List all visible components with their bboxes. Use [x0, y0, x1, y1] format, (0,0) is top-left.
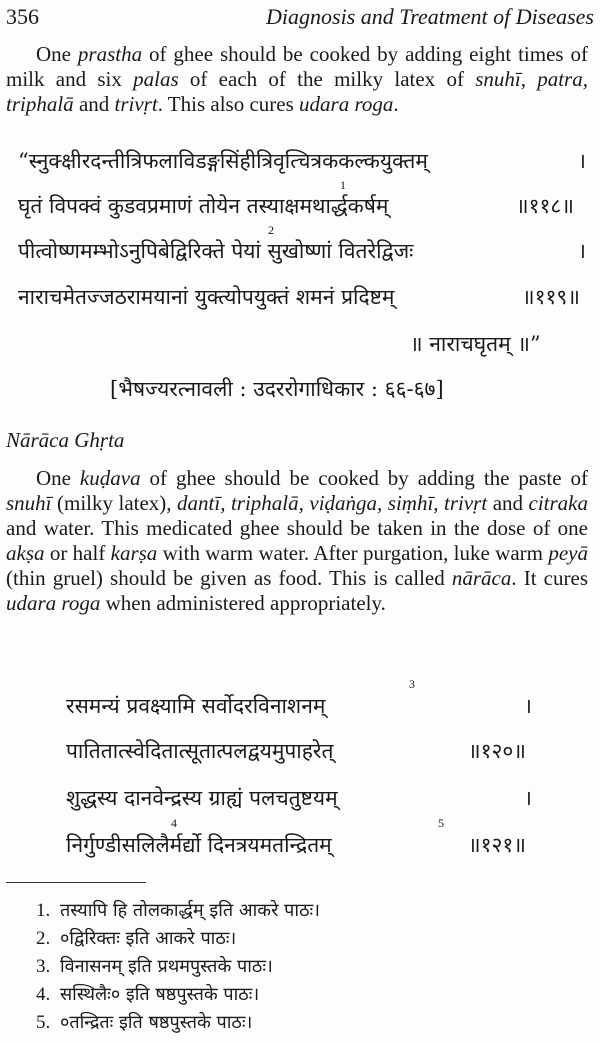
italic-term: dantī, triphalā, viḍaṅga, siṃhī, trivṛt — [177, 491, 488, 515]
footnote-text: ०द्विरिक्तः इति आकरे पाठः। — [60, 928, 237, 949]
footnote-divider — [6, 882, 146, 883]
verse-ending: ॥११८॥ — [516, 194, 574, 218]
italic-term: akṣa — [6, 541, 45, 565]
italic-term: kuḍava — [79, 466, 141, 490]
footnote-mark: 3 — [409, 677, 415, 691]
italic-term: prastha — [77, 42, 143, 66]
footnote-mark: 5 — [438, 816, 444, 830]
verse-line: “स्नुक्क्षीरदन्तीत्रिफलाविडङ्गसिंहीत्रिवृत्चित्रककल्कयुक्तम् — [18, 149, 428, 173]
footnote-mark: 1 — [340, 178, 346, 192]
footnote — [36, 954, 273, 978]
verse-title: ॥ नाराचघृतम् ॥” — [410, 332, 541, 356]
footnote-mark: 4 — [171, 816, 177, 830]
footnote-number: 1. — [36, 900, 51, 921]
footnote-number: 5. — [36, 1012, 51, 1033]
verse-source-citation: [भैषज्यरत्नावली : उदररोगाधिकार : ६६-६७] — [110, 377, 444, 401]
verse-ending: । — [578, 149, 586, 173]
page-header — [6, 4, 594, 28]
italic-term: snuhī, patra, triphalā — [6, 67, 588, 116]
verse-ending: । — [578, 239, 586, 263]
verse-line: घृतं विपक्वं कुडवप्रमाणं तोयेन तस्याक्षमथार्द्धकर्षम् — [18, 194, 389, 218]
italic-term: udara roga — [299, 92, 394, 116]
verse-ending: । — [524, 786, 532, 810]
page-number: 356 — [6, 4, 39, 29]
footnote — [36, 1010, 252, 1034]
section-title: Nārāca Ghṛta — [6, 428, 125, 452]
footnote — [36, 926, 236, 950]
verse-ending: । — [524, 694, 532, 718]
italic-term: palas — [133, 67, 179, 91]
italic-term: udara roga — [6, 591, 101, 615]
footnote-mark: 2 — [268, 223, 274, 237]
footnote-text: विनासनम् इति प्रथमपुस्तके पाठः। — [60, 956, 273, 977]
footnote-text: तस्यापि हि तोलकार्द्धम् इति आकरे पाठः। — [60, 900, 320, 921]
verse-ending: ॥१२१॥ — [468, 833, 526, 857]
paragraph-prastha-ghee: One prastha of ghee should be cooked by adding eight times of milk and six palas of each of the milky latex of snuhī, patra, triphalā and trivṛt. This also cures udara roga. — [6, 42, 588, 116]
footnote — [36, 898, 320, 922]
italic-term: snuhī — [6, 491, 52, 515]
footnote-number: 3. — [36, 956, 51, 977]
italic-term: trivṛt — [114, 92, 158, 116]
italic-term: nārāca — [451, 566, 512, 590]
italic-term: peyā — [548, 541, 588, 565]
verse-line: पातितात्स्वेदितात्सूतात्पलद्वयमुपाहरेत् — [66, 739, 334, 763]
footnote-text: सस्थिलैः० इति षष्ठपुस्तके पाठः। — [60, 984, 260, 1005]
verse-ending: ॥११९॥ — [522, 285, 580, 309]
paragraph-naraca-ghrta: One kuḍava of ghee should be cooked by adding the paste of snuhī (milky latex), dantī, triphalā, viḍaṅga, siṃhī, trivṛt and citraka and water. This medicated ghee should be taken in the dose of one akṣa or half karṣa with warm water. After purgation, luke warm peyā (thin gruel) should be given as food. This is called nārāca. It cures udara roga when administered appropriately. — [6, 466, 588, 615]
verse-line: रसमन्यं प्रवक्ष्यामि सर्वोदरविनाशनम् — [66, 694, 326, 718]
verse-line: नाराचमेतज्जठरामयानां युक्त्योपयुक्तं शमनं प्रदिष्टम् — [18, 285, 395, 309]
italic-term: karṣa — [110, 541, 158, 565]
verse-line: निर्गुण्डीसलिलैर्मर्द्यो दिनत्रयमतन्द्रितम् — [66, 833, 332, 857]
verse-ending: ॥१२०॥ — [468, 739, 526, 763]
footnote-number: 4. — [36, 984, 51, 1005]
running-title: Diagnosis and Treatment of Diseases — [266, 4, 594, 29]
footnote-number: 2. — [36, 928, 51, 949]
verse-line: शुद्धस्य दानवेन्द्रस्य ग्राह्यं पलचतुष्टयम् — [66, 786, 338, 810]
verse-line: पीत्वोष्णमम्भोऽनुपिबेद्विरिक्ते पेयां सुखोष्णां वितरेद्विजः — [18, 239, 414, 263]
italic-term: citraka — [528, 491, 588, 515]
footnote — [36, 982, 259, 1006]
footnote-text: ०तन्द्रितः इति षष्ठपुस्तके पाठः। — [60, 1012, 253, 1033]
